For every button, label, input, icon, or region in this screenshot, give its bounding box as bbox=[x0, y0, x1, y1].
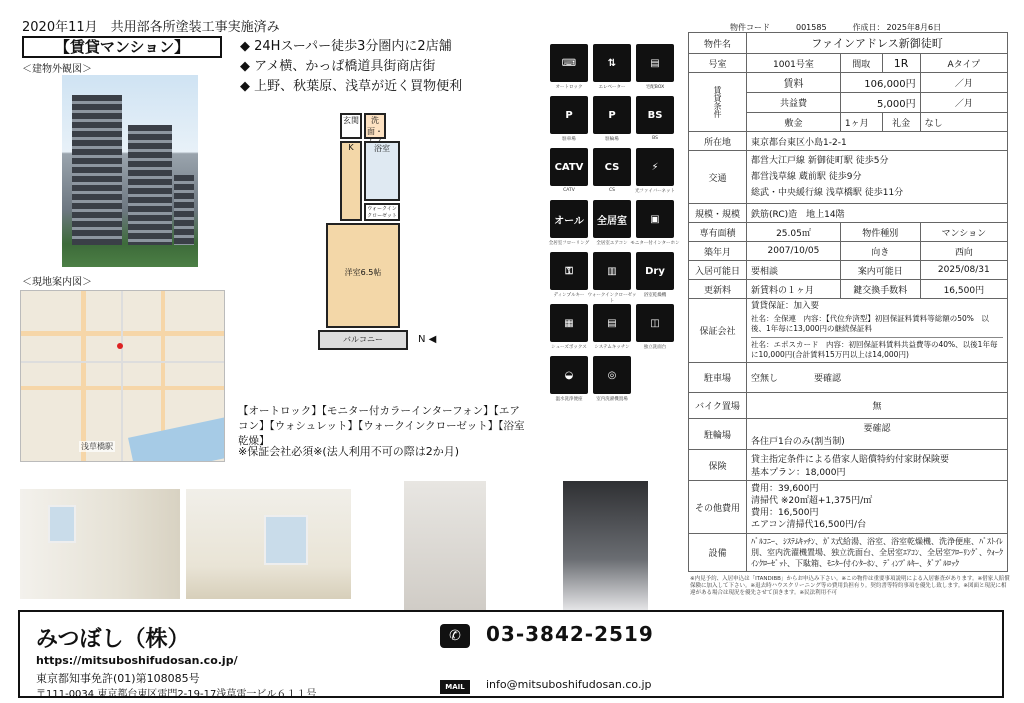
email-link[interactable]: info@mitsuboshifudosan.co.jp bbox=[486, 678, 652, 691]
property-name: ファインアドレス新御徒町 bbox=[747, 33, 1008, 54]
address-label: 所在地 bbox=[689, 132, 747, 151]
built-value: 2007/10/05 bbox=[747, 242, 841, 261]
catv-icon: CATV bbox=[550, 148, 588, 186]
key-money-value: なし bbox=[920, 113, 1007, 132]
transport-line: 都営大江戸線 新御徒町駅 徒歩5分 bbox=[751, 156, 889, 166]
structure-label: 規模・規模 bbox=[689, 204, 747, 223]
movein-value: 要相談 bbox=[747, 261, 841, 280]
name-label: 物件名 bbox=[689, 33, 747, 54]
key-exchange-label: 鍵交換手数料 bbox=[840, 280, 920, 299]
selling-points bbox=[240, 37, 462, 97]
amenity-label: ディンプルキー bbox=[553, 293, 585, 298]
all-flooring-icon: オール bbox=[550, 200, 588, 238]
north-label: N bbox=[418, 334, 426, 345]
area-map[interactable] bbox=[20, 290, 225, 462]
area-value: 25.05㎡ bbox=[747, 223, 841, 242]
amenity-label: 独立洗面台 bbox=[643, 345, 667, 350]
property-code: 001585 bbox=[796, 23, 827, 32]
vanity-icon: ◫ bbox=[636, 304, 674, 342]
footnote: ※内見予約、入居申込は「ITANDIBB」からお申込み下さい。※この物件は重要事項説明による入居審査があります。※借家人賠償保険に加入して下さい。※退去時ハウスクリーニング等の費用負担有り。契約書等特約事項を優先し致します。※図面と現況に相違がある場合は現況を優先させて頂きます。※民法利用不可 bbox=[690, 576, 1010, 596]
main-room: 洋室6.5帖 bbox=[326, 223, 400, 328]
amenity-label: 浴室乾燥機 bbox=[643, 293, 667, 298]
available-value: 2025/08/31 bbox=[920, 261, 1007, 280]
amenity-label: オートロック bbox=[555, 85, 583, 90]
cs-icon: CS bbox=[593, 148, 631, 186]
washlet-icon: ◒ bbox=[550, 356, 588, 394]
layout-value: 1R bbox=[882, 54, 920, 73]
all-room-aircon-icon: 全居室 bbox=[593, 200, 631, 238]
parking-label: 駐車場 bbox=[689, 363, 747, 393]
parking-value: 空無し 要確認 bbox=[747, 363, 1008, 393]
type-value: Aタイプ bbox=[920, 54, 1007, 73]
common-fee-value: 5,000円 bbox=[840, 93, 920, 113]
deposit-label: 敷金 bbox=[747, 113, 841, 132]
company-address: 〒111-0034 東京都台東区雷門2-19-17浅草雷一ビル６１１号 bbox=[36, 689, 317, 700]
bicycle-note: 各住戸1台のみ(割当制) bbox=[751, 437, 845, 447]
parking-icon: P bbox=[550, 96, 588, 134]
insurance-plan: 基本プラン：18,000円 bbox=[751, 468, 846, 478]
kitchen: K bbox=[340, 141, 362, 221]
amenity-label: シューズボックス bbox=[551, 345, 587, 350]
bs-icon: BS bbox=[636, 96, 674, 134]
area-label: 専有面積 bbox=[689, 223, 747, 242]
north-arrow-icon: ◀ bbox=[428, 334, 437, 345]
other-fee-line: 費用：39,600円 bbox=[751, 484, 819, 494]
amenity-label: 室内洗濯機置場 bbox=[596, 397, 628, 402]
property-info-table bbox=[688, 32, 1008, 572]
renewal-value: 新賃料の１ヶ月 bbox=[747, 280, 841, 299]
transport-line: 総武・中央緩行線 浅草橋駅 徒歩11分 bbox=[751, 188, 904, 198]
amenity-label: 全居室フローリング bbox=[548, 241, 590, 246]
floor-plan bbox=[318, 95, 408, 353]
shoe-box-icon: ▦ bbox=[550, 304, 588, 342]
bicycle-parking-icon: P bbox=[593, 96, 631, 134]
washroom: 洗面・ bbox=[364, 113, 386, 139]
renewal-label: 更新料 bbox=[689, 280, 747, 299]
property-type-badge: 【賃貸マンション】 bbox=[22, 36, 222, 58]
common-fee-per-month: ／月 bbox=[920, 93, 1007, 113]
property-code-label: 物件コード bbox=[730, 23, 770, 32]
selling-point: ◆ 24Hスーパー徒歩3分圏内に2店舗 bbox=[240, 37, 462, 57]
phone-number-link[interactable]: 03-3842-2519 bbox=[486, 622, 654, 646]
indoor-laundry-icon: ◎ bbox=[593, 356, 631, 394]
balcony: バルコニー bbox=[318, 330, 408, 350]
north-arrow bbox=[418, 334, 436, 345]
bicycle-label: 駐輪場 bbox=[689, 419, 747, 450]
amenity-label: ウォークインクローゼット bbox=[587, 293, 637, 304]
insurance-details bbox=[747, 450, 1008, 481]
amenity-label: 駐輪場 bbox=[605, 137, 619, 142]
other-fees-details bbox=[747, 481, 1008, 534]
insurance-value: 貸主指定条件による借家人賠償特約付家財保険要 bbox=[751, 455, 950, 465]
bike-value: 無 bbox=[747, 393, 1008, 419]
amenity-label: 駐車場 bbox=[562, 137, 576, 142]
deposit-value: 1ヶ月 bbox=[840, 113, 882, 132]
guarantee-line: 社名：エポスカード 内容：初回保証料賃料共益費等の40%、以後1年毎に10,000円(合計賃料15万円以上は14,000円) bbox=[751, 337, 1003, 360]
common-fee-label: 共益費 bbox=[747, 93, 841, 113]
dimple-key-icon: ⚿ bbox=[550, 252, 588, 290]
terms-label: 賃貸条件 bbox=[689, 73, 747, 132]
transport-list bbox=[747, 151, 1008, 204]
room-photo bbox=[186, 489, 351, 599]
phone-icon: ✆ bbox=[440, 624, 470, 648]
bathroom: 浴室 bbox=[364, 141, 400, 201]
kitchen-photo bbox=[404, 481, 486, 611]
selling-point: ◆ アメ横、かっぱ橋道具街商店街 bbox=[240, 57, 462, 77]
guarantee-details bbox=[747, 299, 1008, 363]
address-value: 東京都台東区小島1-2-1 bbox=[747, 132, 1008, 151]
amenity-label: 温水洗浄便座 bbox=[555, 397, 583, 402]
amenity-label: エレベーター bbox=[598, 85, 626, 90]
transport-label: 交通 bbox=[689, 151, 747, 204]
bicycle-details bbox=[747, 419, 1008, 450]
created-label: 作成日： bbox=[852, 23, 885, 32]
property-marker bbox=[117, 343, 123, 349]
amenity-label: 光ファイバーネット bbox=[634, 189, 676, 194]
transport-line: 都営浅草線 蔵前駅 徒歩9分 bbox=[751, 172, 862, 182]
guarantor-note: ※保証会社必須※(法人利用不可の際は2か月) bbox=[238, 445, 460, 458]
guarantee-line: 賃貸保証：加入要 bbox=[751, 301, 820, 311]
amenity-label: CS bbox=[609, 188, 615, 193]
system-kitchen-icon: ▤ bbox=[593, 304, 631, 342]
equipment-label: 設備 bbox=[689, 534, 747, 572]
other-fee-line: エアコン清掃代16,500円/台 bbox=[751, 520, 867, 530]
other-fees-label: その他費用 bbox=[689, 481, 747, 534]
kind-label: 物件種別 bbox=[840, 223, 920, 242]
fiber-internet-icon: ⚡ bbox=[636, 148, 674, 186]
company-url-link[interactable]: https://mitsuboshifudosan.co.jp/ bbox=[36, 654, 238, 667]
entrance: 玄関 bbox=[340, 113, 362, 139]
autolock-icon: ⌨ bbox=[550, 44, 588, 82]
bike-label: バイク置場 bbox=[689, 393, 747, 419]
room-number: 1001号室 bbox=[747, 54, 841, 73]
insurance-label: 保険 bbox=[689, 450, 747, 481]
map-caption: ＜現地案内図＞ bbox=[22, 277, 92, 288]
monitor-intercom-icon: ▣ bbox=[636, 200, 674, 238]
walk-in-closet: ウォークインクローゼット bbox=[364, 203, 400, 221]
amenity-label: モニター付インターホン bbox=[630, 241, 680, 246]
bathroom-dryer-icon: Dry bbox=[636, 252, 674, 290]
map-station-label: 浅草橋駅 bbox=[81, 442, 113, 451]
selling-point: ◆ 上野、秋葉原、浅草が近く買物便利 bbox=[240, 77, 462, 97]
elevator-icon: ⇅ bbox=[593, 44, 631, 82]
company-name: みつぼし（株） bbox=[36, 627, 190, 652]
bicycle-value: 要確認 bbox=[863, 424, 891, 434]
bathroom-photo bbox=[563, 481, 648, 611]
exterior-caption: ＜建物外観図＞ bbox=[22, 64, 92, 75]
amenity-label: BS bbox=[652, 136, 658, 141]
guarantee-label: 保証会社 bbox=[689, 299, 747, 363]
movein-label: 入居可能日 bbox=[689, 261, 747, 280]
key-money-label: 礼金 bbox=[882, 113, 920, 132]
amenity-label: 宅配BOX bbox=[645, 85, 665, 90]
building-exterior-photo bbox=[62, 75, 198, 267]
facing-label: 向き bbox=[840, 242, 920, 261]
rent-label: 賃料 bbox=[747, 73, 841, 93]
amenity-label: CATV bbox=[563, 188, 575, 193]
rent-value: 106,000円 bbox=[840, 73, 920, 93]
other-fee-line: 費用：16,500円 bbox=[751, 508, 819, 518]
mail-icon: MAIL bbox=[440, 680, 470, 694]
kind-value: マンション bbox=[920, 223, 1007, 242]
guarantee-line: 社名：全保連 内容：【代位弁済型】初回保証料賃料等総額の50% 以後、1年毎に13,000円の継続保証料 bbox=[751, 314, 989, 333]
rent-per-month: ／月 bbox=[920, 73, 1007, 93]
room-photo bbox=[20, 489, 180, 599]
key-exchange-value: 16,500円 bbox=[920, 280, 1007, 299]
room-label: 号室 bbox=[689, 54, 747, 73]
created-date: 2025年8月6日 bbox=[886, 23, 942, 32]
structure-value: 鉄筋(RC)造 地上14階 bbox=[747, 204, 1008, 223]
other-fee-line: 清掃代 ※20㎡超+1,375円/㎡ bbox=[751, 496, 873, 506]
built-label: 築年月 bbox=[689, 242, 747, 261]
walk-in-closet-icon: ▥ bbox=[593, 252, 631, 290]
available-label: 案内可能日 bbox=[840, 261, 920, 280]
renovation-notice: 2020年11月 共用部各所塗装工事実施済み bbox=[22, 20, 280, 35]
delivery-box-icon: ▤ bbox=[636, 44, 674, 82]
layout-label: 間取 bbox=[840, 54, 882, 73]
company-license: 東京都知事免許(01)第108085号 bbox=[36, 672, 200, 685]
equipment-value: ﾊﾞﾙｺﾆｰ、ｼｽﾃﾑｷｯﾁﾝ、ｶﾞｽ式給湯、浴室、浴室乾燥機、洗浄便座、ﾊﾞｽﾄｲﾚ別、室内洗濯機置場、独立洗面台、全居室ｴｱｺﾝ、全居室ﾌﾛｰﾘﾝｸﾞ、ｳｫｰｸｲﾝｸﾛｰｾﾞｯﾄ、下駄箱、ﾓﾆﾀｰ付ｲﾝﾀｰﾎﾝ、ﾃﾞｨﾝﾌﾟﾙｷｰ、ﾀﾞﾌﾞﾙﾛｯｸ bbox=[747, 534, 1008, 572]
amenity-label: 全居室エアコン bbox=[596, 241, 628, 246]
facing-value: 西向 bbox=[920, 242, 1007, 261]
amenity-label: システムキッチン bbox=[594, 345, 630, 350]
feature-list: 【オートロック】【モニター付カラーインターフォン】【エアコン】【ウォシュレット】【ウォークインクローゼット】【浴室乾燥】 bbox=[238, 405, 525, 447]
